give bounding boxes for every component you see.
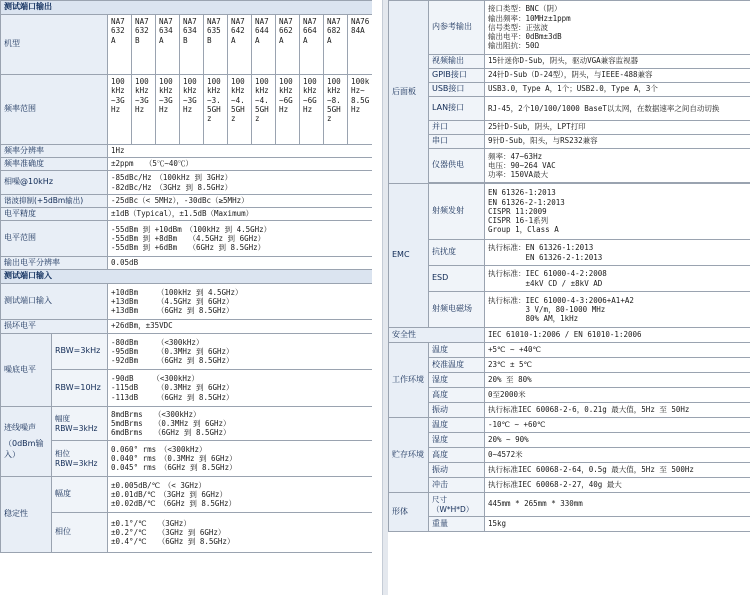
ref-out-value: 接口类型：BNC（阴） 输出频率：10MHz±1ppm 信号类型：正弦波 输出电平：0dBm±3dB 输出阻抗：50Ω: [488, 4, 571, 51]
models-row: [1, 15, 374, 75]
emc-label: EMC: [389, 184, 429, 328]
st-humidity-label: 湿度: [429, 433, 485, 448]
rf-field-value: 执行标准：IEC 61000-4-3:2006+A1+A2 3 V/m，80-1000 MHz 80% AM，1kHz: [488, 295, 634, 324]
model-cell: NA7662A: [276, 15, 300, 75]
weight-value: 15kg: [485, 517, 750, 532]
video-out-label: 视频输出: [429, 55, 485, 69]
section-output: 测试端口输出: [1, 1, 374, 15]
noise-floor-rbw-10hz: RBW=10Hz: [52, 370, 108, 407]
gpib-label: GPIB接口: [429, 69, 485, 83]
model-cell: NA7664A: [300, 15, 324, 75]
parallel-value: 25针D-Sub，阴头，LPT打印: [485, 121, 750, 135]
freq-cell: 100kHz~3GHz: [108, 75, 132, 145]
power-label: 仪器供电: [429, 149, 485, 183]
safety-label: 安全性: [389, 328, 485, 343]
power-value: 频率：47~63Hz 电压：90~264 VAC 功率：150VA最大: [488, 151, 556, 180]
op-temp-value: +5℃ ~ +40℃: [485, 343, 750, 358]
level-resolution-value: 0.05dB: [108, 257, 374, 270]
phase-noise-label: 相噪@10kHz: [1, 171, 108, 195]
damage-label: 损坏电平: [1, 320, 108, 334]
right-spec-table: [388, 0, 750, 532]
st-altitude-label: 高度: [429, 448, 485, 463]
section-input: 测试端口输入: [1, 270, 374, 284]
model-cell: NA7634B: [180, 15, 204, 75]
weight-label: 重量: [429, 517, 485, 532]
noise-floor-value-10hz: -90dB （<300kHz） -115dB （0.3MHz 到 6GHz） -113dB （6GHz 到 8.5GHz）: [111, 374, 234, 402]
op-altitude-value: 0至2000米: [485, 388, 750, 403]
lan-label: LAN接口: [429, 97, 485, 121]
model-cell: NA7642A: [228, 15, 252, 75]
size-value: 445mm * 265mm * 330mm: [485, 493, 750, 517]
trace-noise-phase-value: 0.060° rms （<300kHz） 0.040° rms （0.3MHz 到 6GHz） 0.045° rms （6GHz 到 8.5GHz）: [111, 444, 237, 473]
model-cell: NA7682A: [324, 15, 348, 75]
serial-label: 串口: [429, 135, 485, 149]
op-temp-label: 温度: [429, 343, 485, 358]
left-spec-table: [0, 0, 374, 553]
damage-value: +26dBm，±35VDC: [108, 320, 374, 334]
freq-cell: 100kHz~4.5GHz: [228, 75, 252, 145]
freq-cell: 100kHz~3GHz: [180, 75, 204, 145]
stability-magnitude-value: ±0.005dB/℃ （< 3GHz） ±0.01dB/℃ （3GHz 到 6GHz） ±0.02dB/℃ （6GHz 到 8.5GHz）: [111, 480, 236, 509]
freq-cell: 100kHz~8.5GHz: [324, 75, 348, 145]
op-humidity-label: 湿度: [429, 373, 485, 388]
res-value: 1Hz: [108, 145, 374, 158]
op-vibration-label: 振动: [429, 403, 485, 418]
op-altitude-label: 高度: [429, 388, 485, 403]
model-cell: NA7635B: [204, 15, 228, 75]
freq-label: 频率范围: [1, 75, 108, 145]
freq-cell: 100kHz~6GHz: [276, 75, 300, 145]
level-accuracy-value: ±1dB（Typical），±1.5dB（Maximum）: [108, 208, 374, 221]
model-cell: NA7632B: [132, 15, 156, 75]
serial-value: 9针D-Sub，阳头，与RS232兼容: [485, 135, 750, 149]
model-cell: NA7634A: [156, 15, 180, 75]
level-resolution-label: 输出电平分辨率: [1, 257, 108, 270]
level-range-label: 电平范围: [1, 221, 108, 257]
stability-phase: 相位: [52, 513, 108, 553]
harmonic-value: -25dBc（< 5MHz），-30dBc（≥5MHz）: [108, 195, 374, 208]
esd-value: 执行标准：IEC 61000-4-2:2008 ±4kV CD / ±8kV AD: [488, 269, 607, 288]
st-shock-label: 冲击: [429, 478, 485, 493]
input-label: 测试端口输入: [1, 284, 108, 320]
freq-cell: 100kHz~4.5GHz: [252, 75, 276, 145]
radiated-label: 射频发射: [429, 184, 485, 240]
op-cal-value: 23℃ ± 5℃: [485, 358, 750, 373]
freq-row: [1, 75, 374, 145]
model-cell: NA7632A: [108, 15, 132, 75]
usb-label: USB接口: [429, 83, 485, 97]
video-out-value: 15针迷你D-Sub，阴头，驱动VGA兼容监视器: [485, 55, 750, 69]
harmonic-label: 谐波抑制(+5dBm输出): [1, 195, 108, 208]
st-altitude-value: 0~4572米: [485, 448, 750, 463]
freq-cell: 100kHz~8.5GHz: [348, 75, 374, 145]
phase-noise-value: -85dBc/Hz （100kHz 到 3GHz） -82dBc/Hz （3GHz 到 8.5GHz）: [111, 173, 233, 192]
parallel-label: 并口: [429, 121, 485, 135]
op-vibration-value: 执行标准IEC 60068-2-6，0.21g 最大值，5Hz 至 50Hz: [485, 403, 750, 418]
models-label: 机型: [1, 15, 108, 75]
trace-noise-magnitude: 幅度 RBW=3kHz: [52, 407, 108, 441]
res-label: 频率分辨率: [1, 145, 108, 158]
freq-cell: 100kHz~3GHz: [156, 75, 180, 145]
stability-label: 稳定性: [1, 477, 52, 553]
noise-floor-label: 噪底电平: [1, 334, 52, 407]
rear-panel-label: 后面板: [389, 1, 429, 184]
trace-noise-label: 迹线噪声: [4, 422, 36, 432]
st-vibration-label: 振动: [429, 463, 485, 478]
model-cell: NA7644A: [252, 15, 276, 75]
op-cal-label: 校准温度: [429, 358, 485, 373]
op-humidity-value: 20% 至 80%: [485, 373, 750, 388]
radiated-value: EN 61326-1:2013 EN 61326-2-1:2013 CISPR 11:2009 CISPR 16-1系列 Group 1，Class A: [488, 188, 565, 235]
freq-cell: 100kHz~3.5GHz: [204, 75, 228, 145]
trace-noise-magnitude-value: 8mdBrms （<300kHz） 5mdBrms （0.3MHz 到 6GHz） 6mdBrms （6GHz 到 8.5GHz）: [111, 409, 231, 438]
stability-magnitude: 幅度: [52, 477, 108, 513]
st-shock-value: 执行标准IEC 60068-2-27，40g 最大: [485, 478, 750, 493]
operating-env-label: 工作环境: [389, 343, 429, 418]
freq-cell: 100kHz~6GHz: [300, 75, 324, 145]
freq-cell: 100kHz~3GHz: [132, 75, 156, 145]
body-label: 形体: [389, 493, 429, 532]
st-vibration-value: 执行标准IEC 60068-2-64，0.5g 最大值，5Hz 至 500Hz: [485, 463, 750, 478]
lan-value: RJ-45，2个10/100/1000 BaseT以太网，在数据速率之间自动切换: [485, 97, 750, 121]
trace-noise-phase: 相位 RBW=3kHz: [52, 441, 108, 477]
safety-value: IEC 61010-1:2006 / EN 61010-1:2006: [485, 328, 750, 343]
usb-value: USB3.0，Type A，1个；USB2.0，Type A，3个: [485, 83, 750, 97]
noise-floor-rbw-3khz: RBW=3kHz: [52, 334, 108, 370]
rf-field-label: 射频电磁场: [429, 292, 485, 328]
model-cell: NA7684A: [348, 15, 374, 75]
st-temp-label: 温度: [429, 418, 485, 433]
size-label: 尺寸 （W*H*D）: [432, 495, 474, 514]
st-humidity-value: 20% ~ 90%: [485, 433, 750, 448]
ref-out-label: 内参考输出: [429, 1, 485, 55]
level-range-value: -55dBm 到 +10dBm （100kHz 到 4.5GHz） -55dBm 到 +8dBm （4.5GHz 到 6GHz） -55dBm 到 +6dBm （6GHz 到 8.5GHz）: [111, 224, 272, 253]
st-temp-value: -10℃ ~ +60℃: [485, 418, 750, 433]
acc-label: 频率准确度: [1, 158, 108, 171]
noise-floor-value-3khz: -80dBm （<300kHz） -95dBm （0.3MHz 到 6GHz） -92dBm （6GHz 到 8.5GHz）: [111, 337, 234, 366]
stability-phase-value: ±0.1°/℃ （3GHz） ±0.2°/℃ （3GHz 到 6GHz） ±0.4°/℃ （6GHz 到 8.5GHz）: [111, 518, 235, 547]
immunity-label: 抗扰度: [429, 240, 485, 266]
level-accuracy-label: 电平精度: [1, 208, 108, 221]
acc-value: ±2ppm （5℃~40℃）: [108, 158, 374, 171]
input-value: +10dBm （100kHz 到 4.5GHz） +13dBm （4.5GHz 到 6GHz） +13dBm （6GHz 到 8.5GHz）: [111, 287, 243, 316]
trace-noise-sub: （0dBm输入）: [4, 439, 44, 459]
gpib-value: 24针D-Sub（D-24型），阴头，与IEEE-488兼容: [485, 69, 750, 83]
storage-env-label: 贮存环境: [389, 418, 429, 493]
immunity-value: 执行标准：EN 61326-1:2013 EN 61326-2-1:2013: [488, 243, 603, 262]
esd-label: ESD: [429, 266, 485, 292]
